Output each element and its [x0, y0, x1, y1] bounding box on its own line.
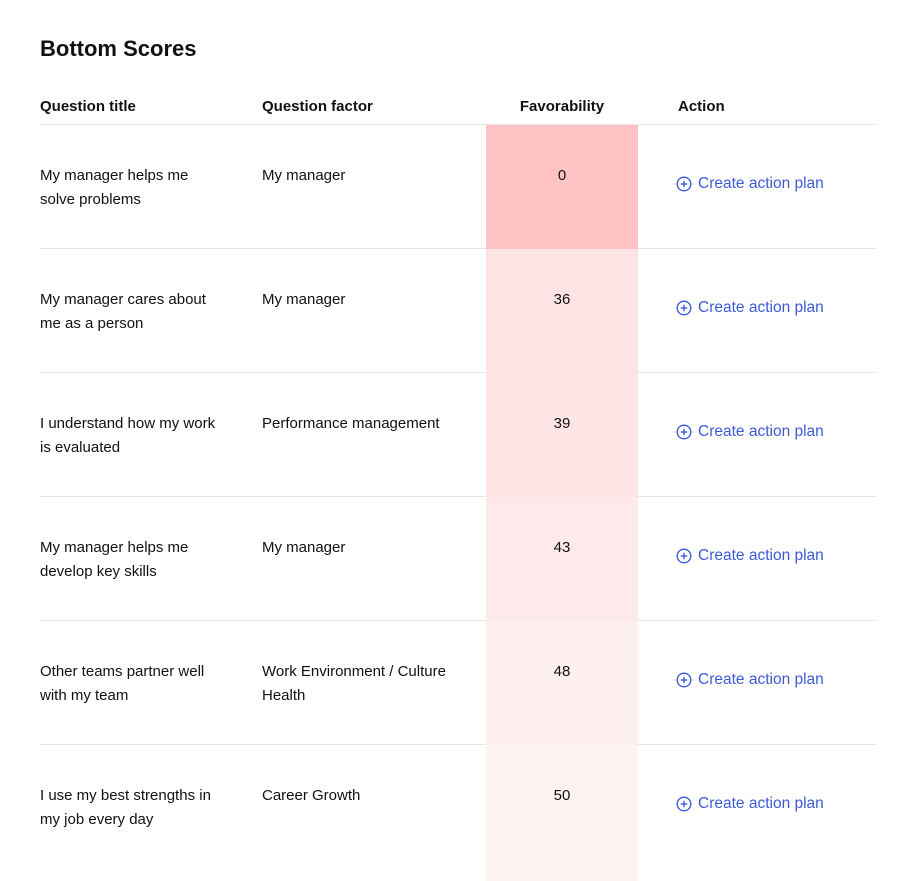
- create-action-plan-link[interactable]: [676, 792, 824, 816]
- plus-circle-icon: [676, 548, 692, 564]
- favorability-value: 50: [553, 787, 571, 804]
- favorability-cell: [486, 125, 638, 249]
- create-action-plan-label: Create action plan: [698, 547, 824, 564]
- create-action-plan-label: Create action plan: [698, 671, 824, 688]
- question-factor-cell: My manager: [262, 539, 346, 556]
- bottom-scores-table: [40, 90, 876, 881]
- table-row: [40, 745, 876, 881]
- create-action-plan-label: Create action plan: [698, 299, 824, 316]
- question-title-cell: My manager helps me solve problems: [40, 167, 189, 208]
- page-title: Bottom Scores: [40, 36, 197, 61]
- favorability-value: 48: [553, 663, 571, 680]
- create-action-plan-link[interactable]: [676, 296, 824, 320]
- favorability-value: 36: [553, 291, 571, 308]
- question-factor-cell: Work Environment / Culture Health: [262, 663, 446, 704]
- table-row: [40, 249, 876, 373]
- table-row: [40, 125, 876, 249]
- question-title-cell: My manager cares about me as a person: [40, 291, 206, 332]
- column-header-action: Action: [678, 98, 725, 115]
- create-action-plan-link[interactable]: [676, 420, 824, 444]
- table-body: [40, 125, 876, 881]
- favorability-cell: [486, 745, 638, 881]
- plus-circle-icon: [676, 672, 692, 688]
- question-title-cell: I understand how my work is evaluated: [40, 415, 216, 456]
- table-row: [40, 497, 876, 621]
- table-row: [40, 373, 876, 497]
- column-header-favorability: Favorability: [519, 98, 605, 115]
- question-title-cell: Other teams partner well with my team: [40, 663, 205, 704]
- favorability-cell: [486, 249, 638, 373]
- favorability-cell: [486, 621, 638, 745]
- favorability-value: 43: [553, 539, 571, 556]
- plus-circle-icon: [676, 424, 692, 440]
- question-factor-cell: Performance management: [262, 415, 440, 432]
- favorability-cell: [486, 373, 638, 497]
- create-action-plan-link[interactable]: [676, 544, 824, 568]
- favorability-value: 39: [553, 415, 571, 432]
- favorability-cell: [486, 497, 638, 621]
- plus-circle-icon: [676, 300, 692, 316]
- question-title-cell: I use my best strengths in my job every day: [40, 787, 211, 828]
- plus-circle-icon: [676, 176, 692, 192]
- question-factor-cell: My manager: [262, 167, 346, 184]
- question-factor-cell: My manager: [262, 291, 346, 308]
- table-row: [40, 621, 876, 745]
- column-header-question-factor: Question factor: [262, 98, 373, 115]
- create-action-plan-label: Create action plan: [698, 175, 824, 192]
- question-factor-cell: Career Growth: [262, 787, 361, 804]
- column-header-question-title: Question title: [40, 98, 136, 115]
- plus-circle-icon: [676, 796, 692, 812]
- question-title-cell: My manager helps me develop key skills: [40, 539, 189, 580]
- create-action-plan-link[interactable]: [676, 172, 824, 196]
- create-action-plan-label: Create action plan: [698, 423, 824, 440]
- table-header: [40, 90, 876, 125]
- create-action-plan-link[interactable]: [676, 668, 824, 692]
- create-action-plan-label: Create action plan: [698, 795, 824, 812]
- favorability-value: 0: [557, 167, 567, 184]
